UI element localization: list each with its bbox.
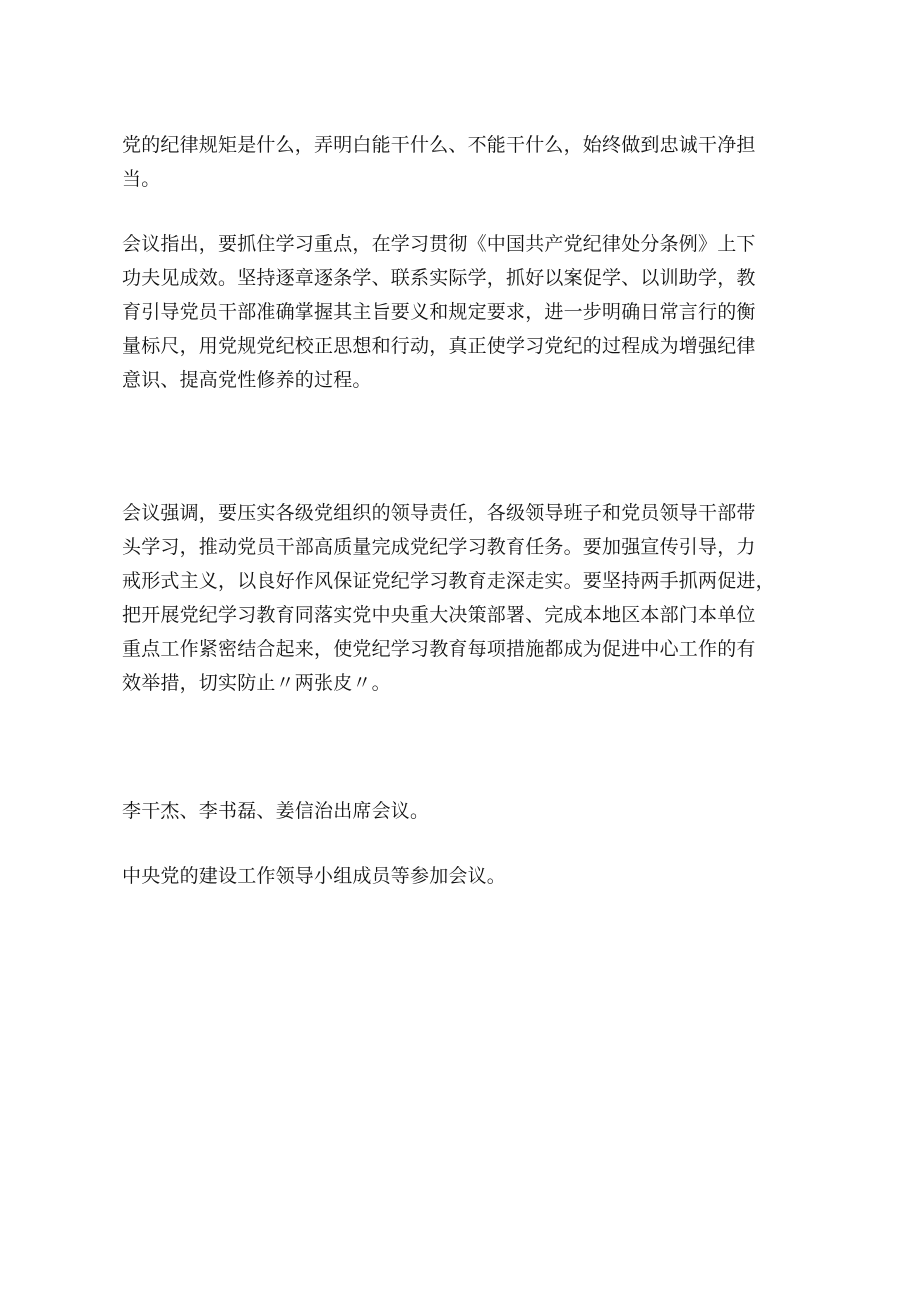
paragraph-line: 功夫见成效。坚持逐章逐条学、联系实际学，抓好以案促学、以训助学，教: [122, 267, 756, 289]
paragraph-1: [122, 128, 804, 196]
paragraph-line: 效举措，切实防止〃两张皮〃。: [122, 672, 391, 694]
paragraph-3: [122, 496, 804, 700]
paragraph-line: 头学习，推动党员干部高质量完成党纪学习教育任务。要加强宣传引导，力: [122, 536, 756, 558]
paragraph-line: 戒形式主义，以良好作风保证党纪学习教育走深走实。要坚持两手抓两促进，: [122, 570, 775, 592]
paragraph-line: 量标尺，用党规党纪校正思想和行动，真正使学习党纪的过程成为增强纪律: [122, 335, 756, 357]
paragraph-line: 会议指出，要抓住学习重点，在学习贯彻《中国共产党纪律处分条例》上下: [122, 233, 756, 255]
paragraph-line: 当。: [122, 168, 161, 190]
paragraph-line: 党的纪律规矩是什么，弄明白能干什么、不能干什么，始终做到忠诚干净担: [122, 134, 756, 156]
paragraph-5: [122, 859, 804, 893]
paragraph-2: [122, 227, 804, 397]
paragraph-4: [122, 794, 804, 828]
paragraph-line: 意识、提高党性修养的过程。: [122, 369, 372, 391]
paragraph-line: 李干杰、李书磊、姜信治出席会议。: [122, 800, 430, 822]
paragraph-line: 重点工作紧密结合起来，使党纪学习教育每项措施都成为促进中心工作的有: [122, 638, 756, 660]
paragraph-line: 中央党的建设工作领导小组成员等参加会议。: [122, 865, 507, 887]
paragraph-line: 会议强调，要压实各级党组织的领导责任，各级领导班子和党员领导干部带: [122, 502, 756, 524]
paragraph-line: 把开展党纪学习教育同落实党中央重大决策部署、完成本地区本部门本单位: [122, 604, 756, 626]
paragraph-line: 育引导党员干部准确掌握其主旨要义和规定要求，进一步明确日常言行的衡: [122, 301, 756, 323]
